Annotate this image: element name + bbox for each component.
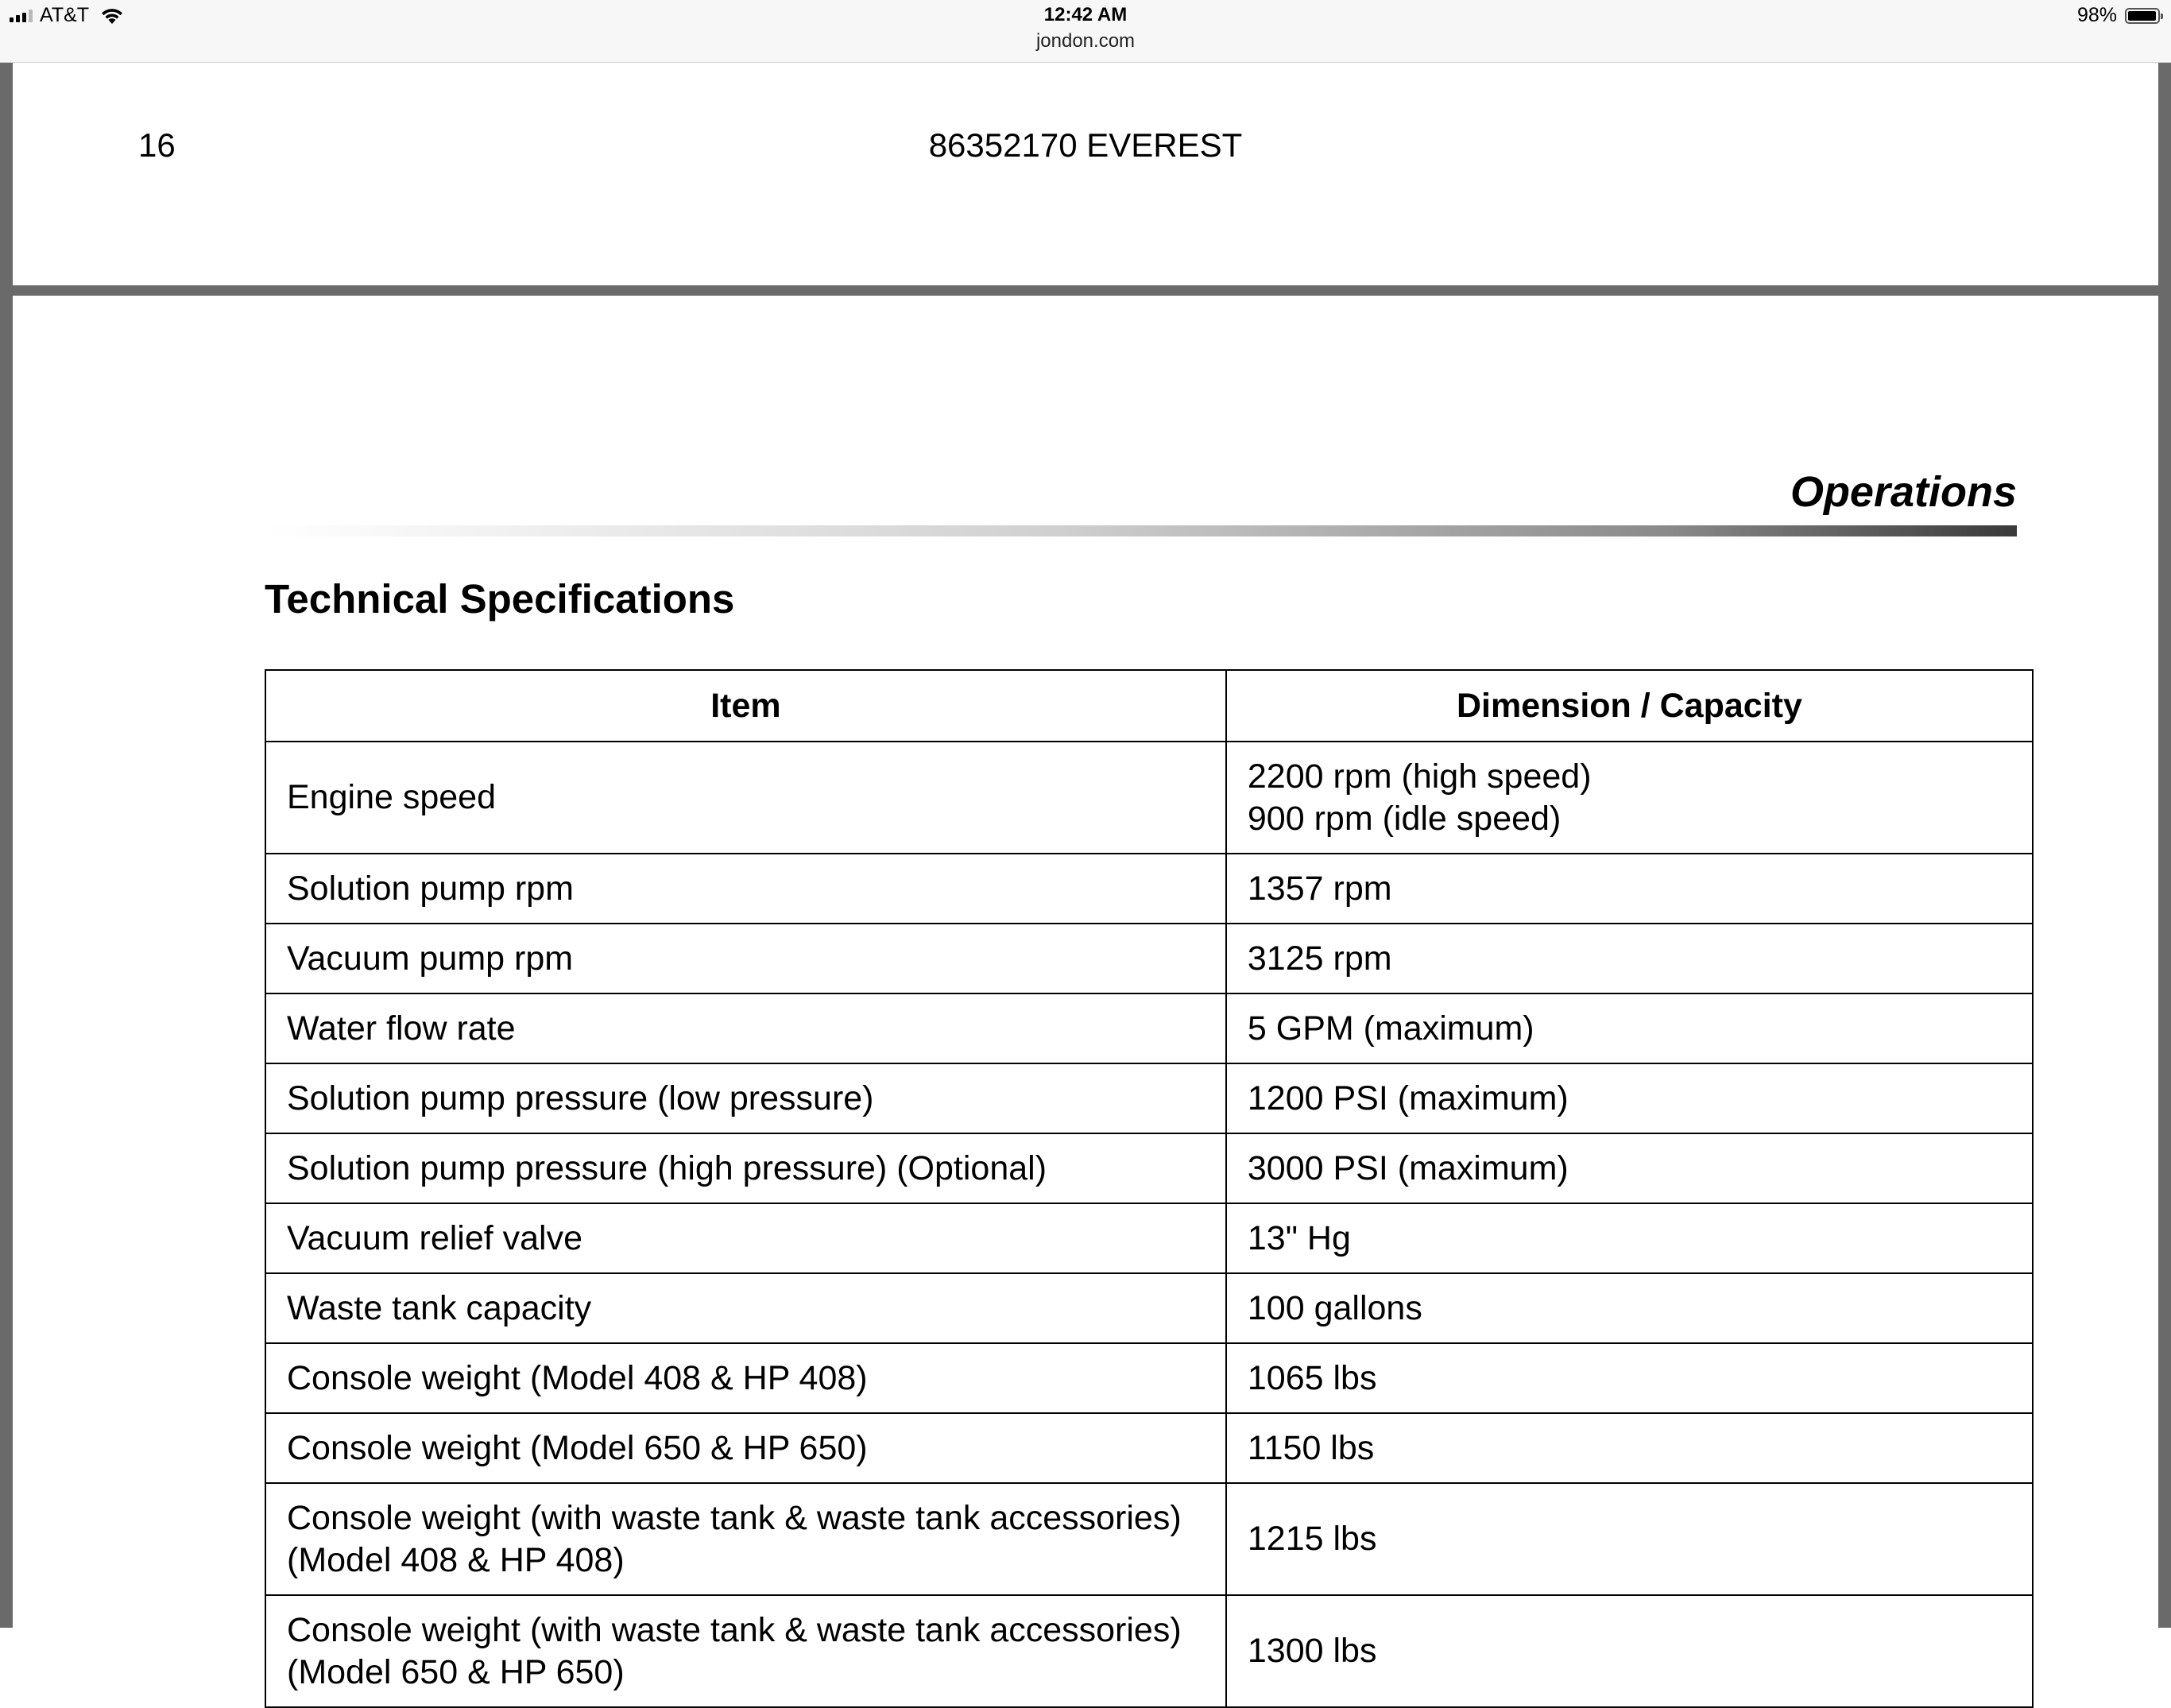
status-bar xyxy=(0,0,2171,63)
status-bar-right xyxy=(2077,4,2160,27)
table-row xyxy=(265,1595,2033,1707)
table-row xyxy=(265,1343,2033,1413)
spec-value-cell-line: 1215 lbs xyxy=(1247,1520,1377,1558)
spec-item-cell-line: Vacuum pump rpm xyxy=(287,939,574,978)
spec-value-cell xyxy=(1226,1203,2033,1273)
spec-value-cell-line: 5 GPM (maximum) xyxy=(1247,1009,1534,1048)
specifications-table xyxy=(265,669,2034,1708)
spec-item-cell-line: Waste tank capacity xyxy=(287,1288,592,1327)
previous-page xyxy=(13,63,2158,285)
spec-value-cell xyxy=(1226,1063,2033,1133)
spec-item-cell-line: Console weight (with waste tank & waste tank accessories) xyxy=(287,1498,1182,1537)
spec-item-cell xyxy=(265,1063,1226,1133)
spec-value-cell-line: 1200 PSI (maximum) xyxy=(1247,1079,1569,1117)
table-row xyxy=(265,993,2033,1063)
battery-percentage: 98% xyxy=(2076,4,2117,26)
spec-item-cell xyxy=(265,1203,1226,1273)
spec-item-cell-line: Engine speed xyxy=(287,778,496,816)
spec-value-cell-line: 1300 lbs xyxy=(1247,1632,1377,1670)
page-number: 16 xyxy=(138,126,176,164)
spec-item-cell xyxy=(265,1273,1226,1343)
table-row xyxy=(265,1483,2033,1595)
spec-item-cell-line: Solution pump rpm xyxy=(287,869,574,908)
column-header-item: Item xyxy=(265,670,1226,742)
spec-value-cell-line: 1065 lbs xyxy=(1247,1358,1377,1397)
table-row xyxy=(265,1133,2033,1203)
spec-item-cell-line: (Model 650 & HP 650) xyxy=(287,1652,625,1691)
spec-value-cell xyxy=(1226,1413,2033,1483)
table-row xyxy=(265,742,2033,854)
page-footer-text: 86352170 EVEREST xyxy=(928,126,1243,164)
url-bar[interactable]: jondon.com xyxy=(1035,30,1136,52)
spec-value-cell xyxy=(1226,1343,2033,1413)
table-row xyxy=(265,1273,2033,1343)
battery-icon xyxy=(2125,8,2160,24)
table-header-row xyxy=(265,670,2033,742)
spec-item-cell-line: Solution pump pressure (high pressure) (Optional) xyxy=(287,1148,1047,1187)
spec-item-cell-line: Console weight (with waste tank & waste tank accessories) xyxy=(287,1610,1182,1649)
spec-item-cell xyxy=(265,993,1226,1063)
spec-value-cell xyxy=(1226,1273,2033,1343)
table-row xyxy=(265,854,2033,924)
section-divider xyxy=(267,525,2017,536)
column-header-dimension: Dimension / Capacity xyxy=(1226,670,2033,742)
spec-value-cell xyxy=(1226,742,2033,854)
page-heading: Technical Specifications xyxy=(265,576,735,622)
carrier-name: AT&T xyxy=(40,4,90,26)
spec-value-cell-line: 3000 PSI (maximum) xyxy=(1247,1148,1569,1187)
spec-item-cell xyxy=(265,742,1226,854)
spec-item-cell xyxy=(265,1413,1226,1483)
spec-item-cell xyxy=(265,924,1226,993)
spec-value-cell-line: 3125 rpm xyxy=(1247,939,1392,978)
document-viewer[interactable] xyxy=(0,63,2171,1691)
table-row xyxy=(265,1413,2033,1483)
table-row xyxy=(265,1063,2033,1133)
spec-value-cell-line: 13" Hg xyxy=(1247,1218,1351,1257)
spec-value-cell xyxy=(1226,1483,2033,1595)
spec-item-cell xyxy=(265,1483,1226,1595)
spec-item-cell xyxy=(265,1343,1226,1413)
spec-item-cell xyxy=(265,1595,1226,1707)
spec-value-cell xyxy=(1226,854,2033,924)
spec-item-cell-line: Vacuum relief valve xyxy=(287,1218,583,1257)
table-row xyxy=(265,924,2033,993)
spec-item-cell-line: Water flow rate xyxy=(287,1009,516,1048)
document-page xyxy=(13,296,2158,1691)
table-row xyxy=(265,1203,2033,1273)
spec-value-cell-line: 2200 rpm (high speed) xyxy=(1247,757,1592,796)
spec-item-cell xyxy=(265,1133,1226,1203)
spec-item-cell-line: Console weight (Model 650 & HP 650) xyxy=(287,1428,868,1467)
spec-value-cell xyxy=(1226,993,2033,1063)
spec-item-cell xyxy=(265,854,1226,924)
spec-item-cell-line: Solution pump pressure (low pressure) xyxy=(287,1079,874,1117)
spec-value-cell-line: 100 gallons xyxy=(1247,1288,1422,1327)
battery-level-fill xyxy=(2128,11,2156,21)
spec-value-cell-line: 1357 rpm xyxy=(1247,869,1392,908)
status-time: 12:42 AM xyxy=(1043,4,1128,25)
section-title: Operations xyxy=(1790,468,2017,516)
spec-value-cell-line: 1150 lbs xyxy=(1247,1428,1375,1467)
spec-value-cell xyxy=(1226,1595,2033,1707)
spec-value-cell xyxy=(1226,924,2033,993)
spec-item-cell-line: Console weight (Model 408 & HP 408) xyxy=(287,1358,868,1397)
spec-item-cell-line: (Model 408 & HP 408) xyxy=(287,1540,625,1579)
spec-value-cell xyxy=(1226,1133,2033,1203)
spec-value-cell-line: 900 rpm (idle speed) xyxy=(1247,799,1561,838)
